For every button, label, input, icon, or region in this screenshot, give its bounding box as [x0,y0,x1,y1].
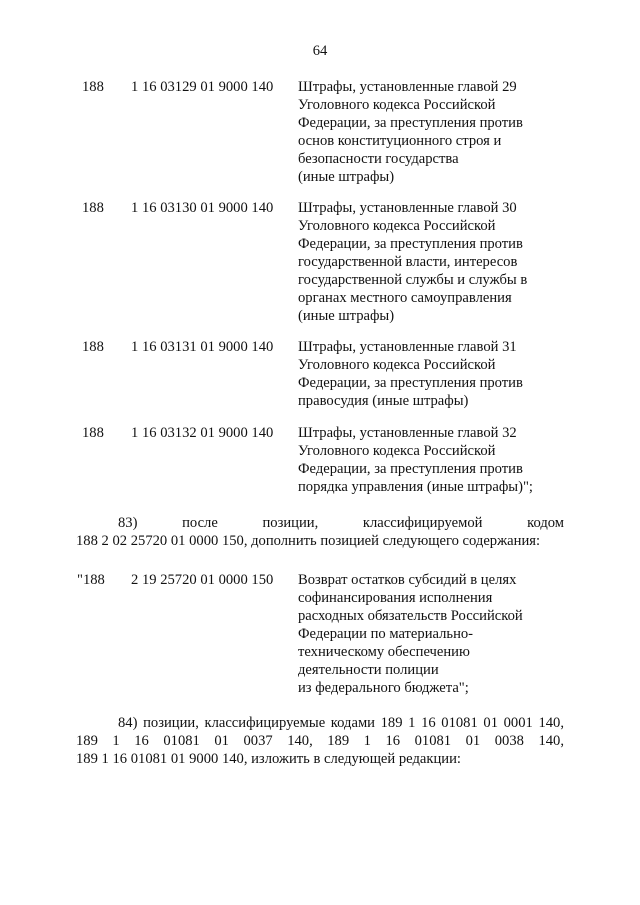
description-line: Уголовного кодекса Российской [298,443,496,459]
row-description [298,424,568,496]
budget-code: 1 16 03130 01 9000 140 [131,200,274,216]
description-line: государственной власти, интересов [298,254,518,270]
description-line: Федерации, за преступления против [298,375,523,391]
paragraph-line: 188 2 02 25720 01 0000 150, дополнить позицией следующего содержания: [76,533,541,549]
row-description [298,571,568,697]
description-line: софинансирования исполнения [298,590,493,606]
description-line: Штрафы, установленные главой 30 [298,200,517,216]
paragraph-line: 189 1 16 01081 01 0037 140, 189 1 16 01081 01 0038 140, [76,733,564,749]
admin-code: 188 [82,425,104,441]
description-line: расходных обязательств Российской [298,608,523,624]
paragraph-line: 84) позиции, классифицируемые кодами 189 1 16 01081 01 0001 140, [118,715,564,731]
description-line: порядка управления (иные штрафы)"; [298,479,533,495]
description-line: основ конституционного строя и [298,133,502,149]
admin-code: 188 [82,79,104,95]
description-line: деятельности полиции [298,662,439,678]
description-line: (иные штрафы) [298,308,395,324]
row-description [298,78,568,186]
budget-code: 1 16 03129 01 9000 140 [131,79,274,95]
description-line: государственной службы и службы в [298,272,528,288]
description-line: Штрафы, установленные главой 31 [298,339,517,355]
description-line: Штрафы, установленные главой 29 [298,79,517,95]
row-description [298,338,568,410]
row-description [298,199,568,325]
description-line: Уголовного кодекса Российской [298,97,496,113]
budget-code: 1 16 03131 01 9000 140 [131,339,274,355]
admin-code: "188 [77,572,105,588]
description-line: правосудия (иные штрафы) [298,393,469,409]
description-line: органах местного самоуправления [298,290,512,306]
page-number: 64 [312,43,328,59]
description-line: безопасности государства [298,151,459,167]
budget-code: 2 19 25720 01 0000 150 [131,572,274,588]
admin-code: 188 [82,339,104,355]
description-line: Уголовного кодекса Российской [298,357,496,373]
admin-code: 188 [82,200,104,216]
paragraph-line: 83) после позиции, классифицируемой кодом [118,515,564,531]
description-line: из федерального бюджета"; [298,680,469,696]
description-line: Федерации, за преступления против [298,115,523,131]
description-line: техническому обеспечению [298,644,470,660]
budget-code: 1 16 03132 01 9000 140 [131,425,274,441]
paragraph-83 [76,514,564,550]
description-line: (иные штрафы) [298,169,395,185]
paragraph-line: 189 1 16 01081 01 9000 140, изложить в следующей редакции: [76,751,461,767]
paragraph-84 [76,714,564,768]
description-line: Уголовного кодекса Российской [298,218,496,234]
description-line: Федерации, за преступления против [298,236,523,252]
description-line: Федерации по материально- [298,626,474,642]
description-line: Федерации, за преступления против [298,461,523,477]
description-line: Возврат остатков субсидий в целях [298,572,517,588]
description-line: Штрафы, установленные главой 32 [298,425,517,441]
